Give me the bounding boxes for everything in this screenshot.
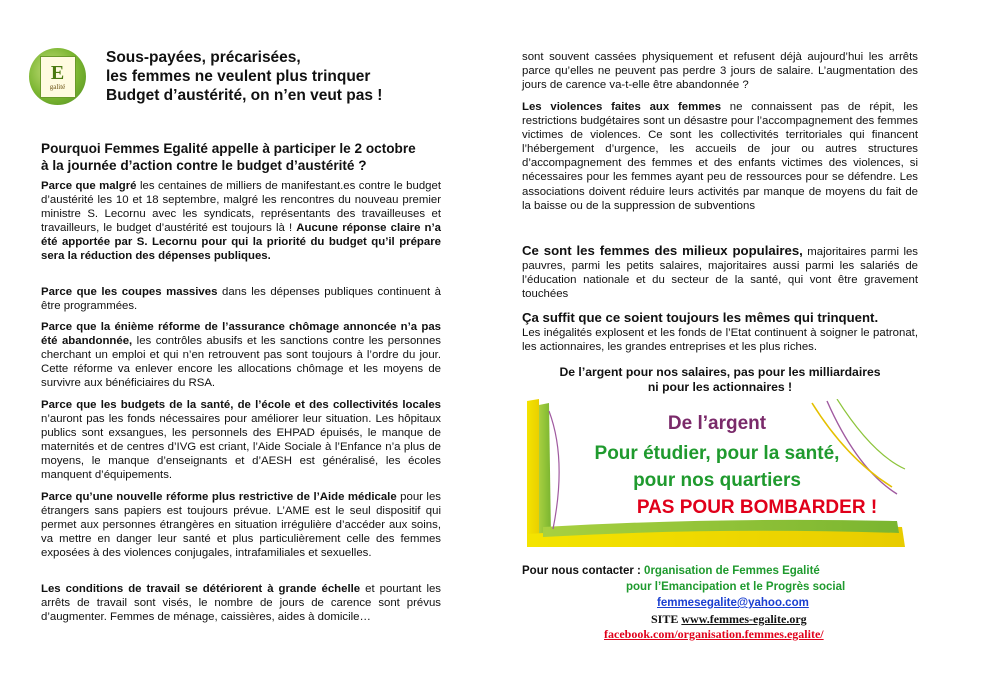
contact-line: [522, 564, 820, 579]
contact-email-link[interactable]: femmesegalite@yahoo.com: [657, 597, 809, 609]
r4-body: Les inégalités explosent et les fonds de l’Etat continuent à soigner le patronat, les actionnaires, les grandes entreprises et les plus riches.: [522, 327, 918, 354]
slogan: [522, 365, 918, 395]
p2-lead: Parce que les coupes massives: [41, 286, 218, 298]
r1-body: sont souvent cassées physiquement et refusent déjà aujourd’hui les arrêts parce qu’elles ne peuvent pas perdre 3 jours de salaire. L’augmentation des jours de carence va-t-elle être abandonnée ?: [522, 51, 918, 92]
banner-line-2: Pour étudier, pour la santé,: [594, 443, 840, 464]
r4-lead: Ça suffit que ce soient toujours les mêmes qui trinquent.: [522, 310, 879, 325]
paragraph-milieux-populaires: [522, 244, 918, 301]
p5-lead: Parce qu’une nouvelle réforme plus restrictive de l’Aide médicale: [41, 491, 397, 503]
paragraph-malgre: [41, 179, 441, 264]
r3-lead: Ce sont les femmes des milieux populaires,: [522, 243, 803, 258]
site-link[interactable]: www.femmes-egalite.org: [681, 612, 807, 626]
r3-body: majoritaires parmi les pauvres, parmi les petits salaires, majoritaires aussi parmi les salariés de l’éducation nationale et du secteur de la santé, qui vont être gravement touchées: [522, 246, 919, 301]
p6-lead: Les conditions de travail se détériorent à grande échelle: [41, 583, 361, 595]
banner-line-1: De l’argent: [667, 413, 767, 434]
logo-letter: E: [50, 61, 65, 84]
p3-body: les contrôles abusifs et les sanctions contre les personnes cherchant un emploi et qui n’en retrouvent pas sont toujours à l’ordre du jour. Cette réforme va enlever encore les allocations chômage et les moyens de survivre aux bénéficiaires du RSA.: [41, 335, 441, 390]
site-label: SITE: [651, 612, 682, 626]
p1-body: les centaines de milliers de manifestant.es contre le budget d’austérité les 10 et 18 septembre, malgré les rencontres du nouveau premier ministre S. Lecornu avec les syndicats, représentants des travailleuses et travailleurs, le budget d’austérité est toujours là !: [41, 180, 441, 235]
paragraph-ca-suffit: [522, 311, 918, 354]
logo-emblem: [40, 56, 76, 98]
page-title: [106, 48, 436, 105]
question-heading: [41, 140, 441, 174]
banner-line-4: PAS POUR BOMBARDER !: [636, 497, 878, 518]
paragraph-conditions: [41, 582, 441, 624]
title-line-1: Sous-payées, précarisées,: [106, 49, 301, 66]
banner-line-3: pour nos quartiers: [633, 470, 801, 491]
contact-org-line-2: pour l’Emancipation et le Progrès social: [626, 581, 846, 593]
paragraph-violences: [522, 100, 918, 213]
r2-body: ne connaissent pas de répit, les restrictions budgétaires sont un désastre pour l’accompagnement des femmes victimes de violences. Ce sont les collectivités territoriales qui financent l’hébergement d’urgence, les accueils de jour ou autres structures d’accompagnement des femmes et des enfants victimes des violences, si nécessaires pour les femmes ayant peu de ressources pour se défendre. Les associations doivent réduire leurs activités par manque de moyens du fait de la baisse ou de la suppression de subventions: [522, 101, 918, 212]
paragraph-carence: [522, 50, 918, 92]
facebook-link[interactable]: facebook.com/organisation.femmes.egalite/: [604, 627, 824, 641]
title-line-2: les femmes ne veulent plus trinquer: [106, 68, 371, 85]
p6-body: et pourtant les arrêts de travail sont visés, le nombre de jours de carence sont prévus d’augmenter. Femmes de ménage, caissières, aides à domicile…: [41, 583, 442, 624]
p5-body: pour les étrangers sans papiers est toujours prévue. L’AME est le seul dispositif qui permet aux personnes étrangères en situation irrégulière d’accéder aux soins, va mettre en danger leur santé et plus particulièrement celle des femmes exposées à des violences conjugales, intrafamiliales et sexuelles.: [41, 491, 441, 560]
p1-lead: Parce que malgré: [41, 180, 137, 192]
organisation-logo: [29, 48, 86, 105]
paragraph-coupes: [41, 285, 441, 313]
contact-org: 0rganisation de Femmes Egalité: [644, 565, 820, 577]
logo-text: galité: [49, 82, 66, 91]
slogan-line-2: ni pour les actionnaires !: [647, 380, 793, 394]
contact-label: Pour nous contacter :: [522, 565, 645, 577]
slogan-banner: [527, 399, 907, 547]
slogan-line-1: De l’argent pour nos salaires, pas pour les milliardaires: [559, 365, 881, 379]
question-line-2: à la journée d’action contre le budget d’austérité ?: [41, 158, 367, 173]
p4-body: n’auront pas les fonds nécessaires pour améliorer leur situation. Les hôpitaux publics sont exsangues, les personnels des EHPAD épuisés, le manque de maternités et de centres d’IVG est criant, l’Aide Sociale à l’Enfance n’a plus de moyens, le manque d’enseignants et d’AESH est généralisé, les écoles manquent d’équipements.: [41, 413, 441, 482]
title-line-3: Budget d’austérité, on n’en veut pas !: [106, 87, 383, 104]
paragraph-ame: [41, 490, 441, 560]
p3-lead: Parce que la énième réforme de l’assurance chômage annoncée n’a pas été abandonnée,: [41, 321, 441, 348]
paragraph-budgets: [41, 398, 441, 483]
p2-body: dans les dépenses publiques continuent à être programmées.: [41, 286, 441, 313]
p1-emphasis: Aucune réponse claire n’a été apportée par S. Lecornu pour qui la priorité du budget qu’il prépare sera la réduction des dépenses publiques.: [41, 222, 441, 263]
question-line-1: Pourquoi Femmes Egalité appelle à participer le 2 octobre: [41, 141, 416, 156]
r2-lead: Les violences faites aux femmes: [522, 101, 722, 113]
contact-site: [651, 612, 807, 627]
paragraph-chomage: [41, 320, 441, 390]
p4-lead: Parce que les budgets de la santé, de l’école et des collectivités locales: [41, 399, 441, 411]
